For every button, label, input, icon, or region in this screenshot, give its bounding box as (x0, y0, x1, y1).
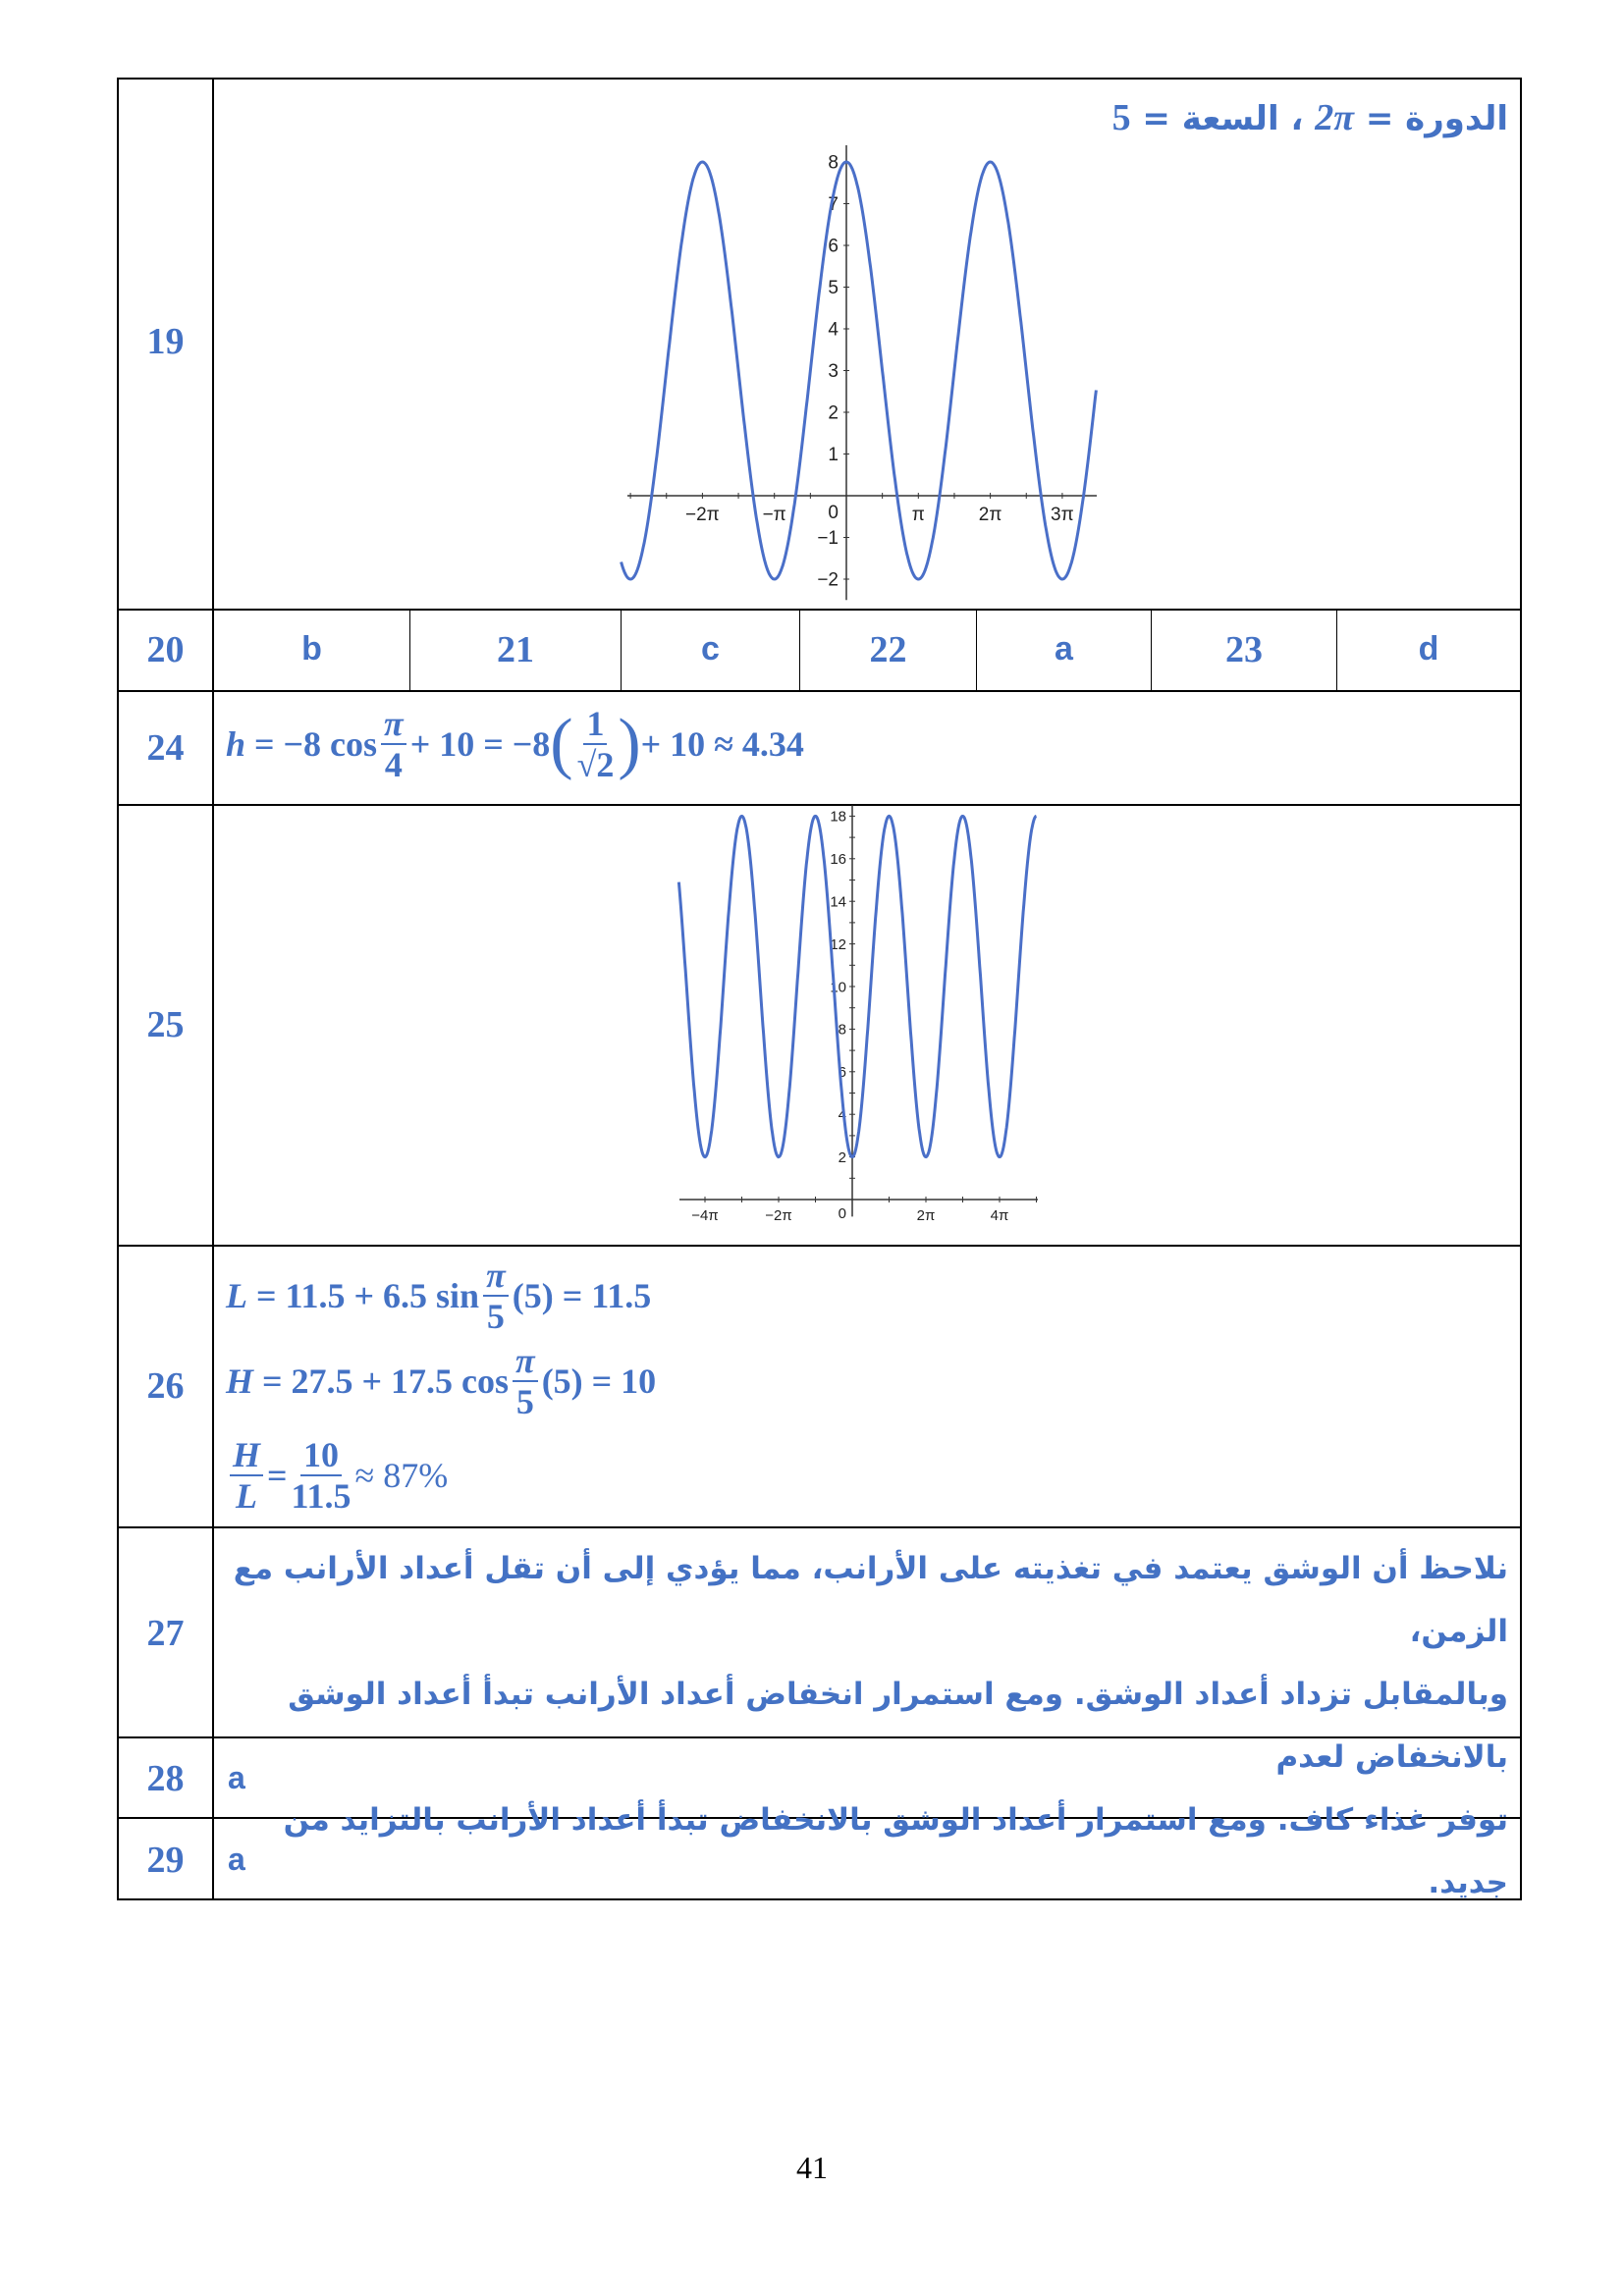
x-tick-label: 3π (1051, 505, 1074, 525)
period-value: 2π (1315, 97, 1354, 138)
y-tick-label: 12 (830, 935, 846, 953)
y-tick-label: 10 (830, 979, 846, 996)
y-tick-label: 14 (830, 893, 846, 911)
formula-part: = 27.5 + 17.5 cos (262, 1362, 510, 1401)
formula-part: = 11.5 + 6.5 sin (256, 1276, 480, 1315)
denominator: 5 (486, 1297, 505, 1336)
numerator: H (230, 1437, 263, 1476)
left-paren: ( (550, 706, 573, 781)
origin-label: 0 (828, 503, 839, 523)
formula-26-line-2 (226, 1337, 656, 1425)
formula-26-line-1 (226, 1252, 651, 1340)
y-tick-label: 18 (830, 808, 846, 826)
question-number-23: 23 (1225, 629, 1263, 670)
x-tick-label: π (911, 505, 925, 525)
numerator: 10 (300, 1437, 342, 1476)
fraction (483, 1257, 509, 1334)
y-tick-label: 7 (828, 194, 839, 216)
y-tick-label: 16 (830, 851, 846, 869)
fraction (230, 1434, 263, 1516)
equals-sign: = (1142, 99, 1170, 138)
y-tick-label: 4 (828, 319, 839, 341)
question-number-21: 21 (497, 629, 534, 670)
question-number-20: 20 (146, 629, 185, 670)
numerator: π (483, 1257, 509, 1297)
amplitude-label: السعة (1181, 99, 1279, 138)
denominator: √2 (576, 745, 615, 784)
question-number-25: 25 (146, 1004, 185, 1045)
x-tick-label: 2π (916, 1207, 936, 1224)
numerator: 1 (583, 706, 607, 745)
fraction (291, 1434, 352, 1516)
formula-part: = −8 cos (254, 724, 378, 764)
y-tick-label: 2 (838, 1148, 846, 1166)
question-number-29: 29 (146, 1840, 185, 1881)
y-tick-label: 5 (828, 278, 839, 299)
equals-sign: = (267, 1455, 288, 1495)
equals-sign: = (1365, 99, 1394, 138)
y-tick-label: 1 (828, 445, 839, 466)
answer-20: b (301, 630, 322, 667)
formula-lhs: h (226, 724, 246, 764)
numerator: π (381, 706, 406, 745)
question-number-19: 19 (146, 321, 185, 362)
formula-lhs: H (226, 1362, 254, 1401)
explanation-line-2: وبالمقابل تزداد أعداد الوشق. ومع استمرار انخفاض أعداد الأرانب تبدأ أعداد الوشق بالانخفاض لعدم (288, 1677, 1508, 1775)
x-tick-label: −π (762, 505, 786, 525)
amplitude-value: 5 (1111, 97, 1131, 138)
x-tick-label: −2π (765, 1207, 792, 1224)
y-tick-label: 4 (838, 1106, 846, 1124)
formula-part: ≈ 87% (354, 1455, 449, 1495)
y-tick-label: 8 (838, 1021, 846, 1039)
answer-29: a (228, 1842, 245, 1877)
answer-23: d (1418, 630, 1439, 667)
x-tick-label: −4π (691, 1207, 719, 1224)
explanation-line-1: نلاحظ أن الوشق يعتمد في تغذيته على الأرانب، مما يؤدي إلى أن تقل أعداد الأرانب مع الزمن، (233, 1551, 1508, 1649)
formula-part: + 10 = −8 (409, 724, 551, 764)
y-tick-label: 8 (828, 152, 839, 174)
question-number-22: 22 (869, 629, 907, 670)
denominator: 5 (515, 1382, 534, 1421)
denominator: L (236, 1475, 257, 1516)
fraction (513, 1343, 538, 1419)
separator: ، (1290, 99, 1304, 138)
denominator: 4 (384, 745, 403, 784)
question-number-26: 26 (146, 1365, 185, 1407)
denominator: 11.5 (291, 1475, 352, 1516)
right-paren: ) (618, 706, 641, 781)
x-tick-label: 4π (990, 1207, 1009, 1224)
formula-lhs: L (226, 1276, 247, 1315)
question-number-27: 27 (146, 1613, 185, 1654)
y-tick-label: −2 (817, 569, 839, 591)
question-number-28: 28 (146, 1758, 185, 1799)
period-label: الدورة (1405, 99, 1508, 138)
page-number: 41 (796, 2150, 828, 2185)
explanation-line-3: توفر غذاء كاف. ومع استمرار أعداد الوشق بالانخفاض تبدأ أعداد الأرانب بالتزايد من جديد. (283, 1802, 1508, 1900)
y-tick-label: 3 (828, 361, 839, 383)
y-tick-label: −1 (817, 528, 839, 550)
formula-part: (5) = 11.5 (512, 1276, 652, 1315)
numerator: π (513, 1343, 538, 1382)
formula-26-line-3 (226, 1428, 448, 1522)
question-number-24: 24 (146, 727, 185, 769)
y-tick-label: 2 (828, 402, 839, 424)
x-tick-label: 2π (978, 505, 1002, 525)
explanation-paragraph (217, 1537, 1508, 1914)
curve-line (678, 816, 1036, 1156)
answer-22: a (1055, 630, 1073, 667)
formula-part: + 10 ≈ 4.34 (640, 724, 804, 764)
answer-28: a (228, 1760, 245, 1795)
x-tick-label: −2π (685, 505, 720, 525)
y-tick-label: 6 (828, 236, 839, 257)
origin-label: 0 (838, 1205, 846, 1222)
formula-part: (5) = 10 (541, 1362, 657, 1401)
y-tick-label: 6 (838, 1064, 846, 1082)
answer-21: c (701, 630, 720, 667)
